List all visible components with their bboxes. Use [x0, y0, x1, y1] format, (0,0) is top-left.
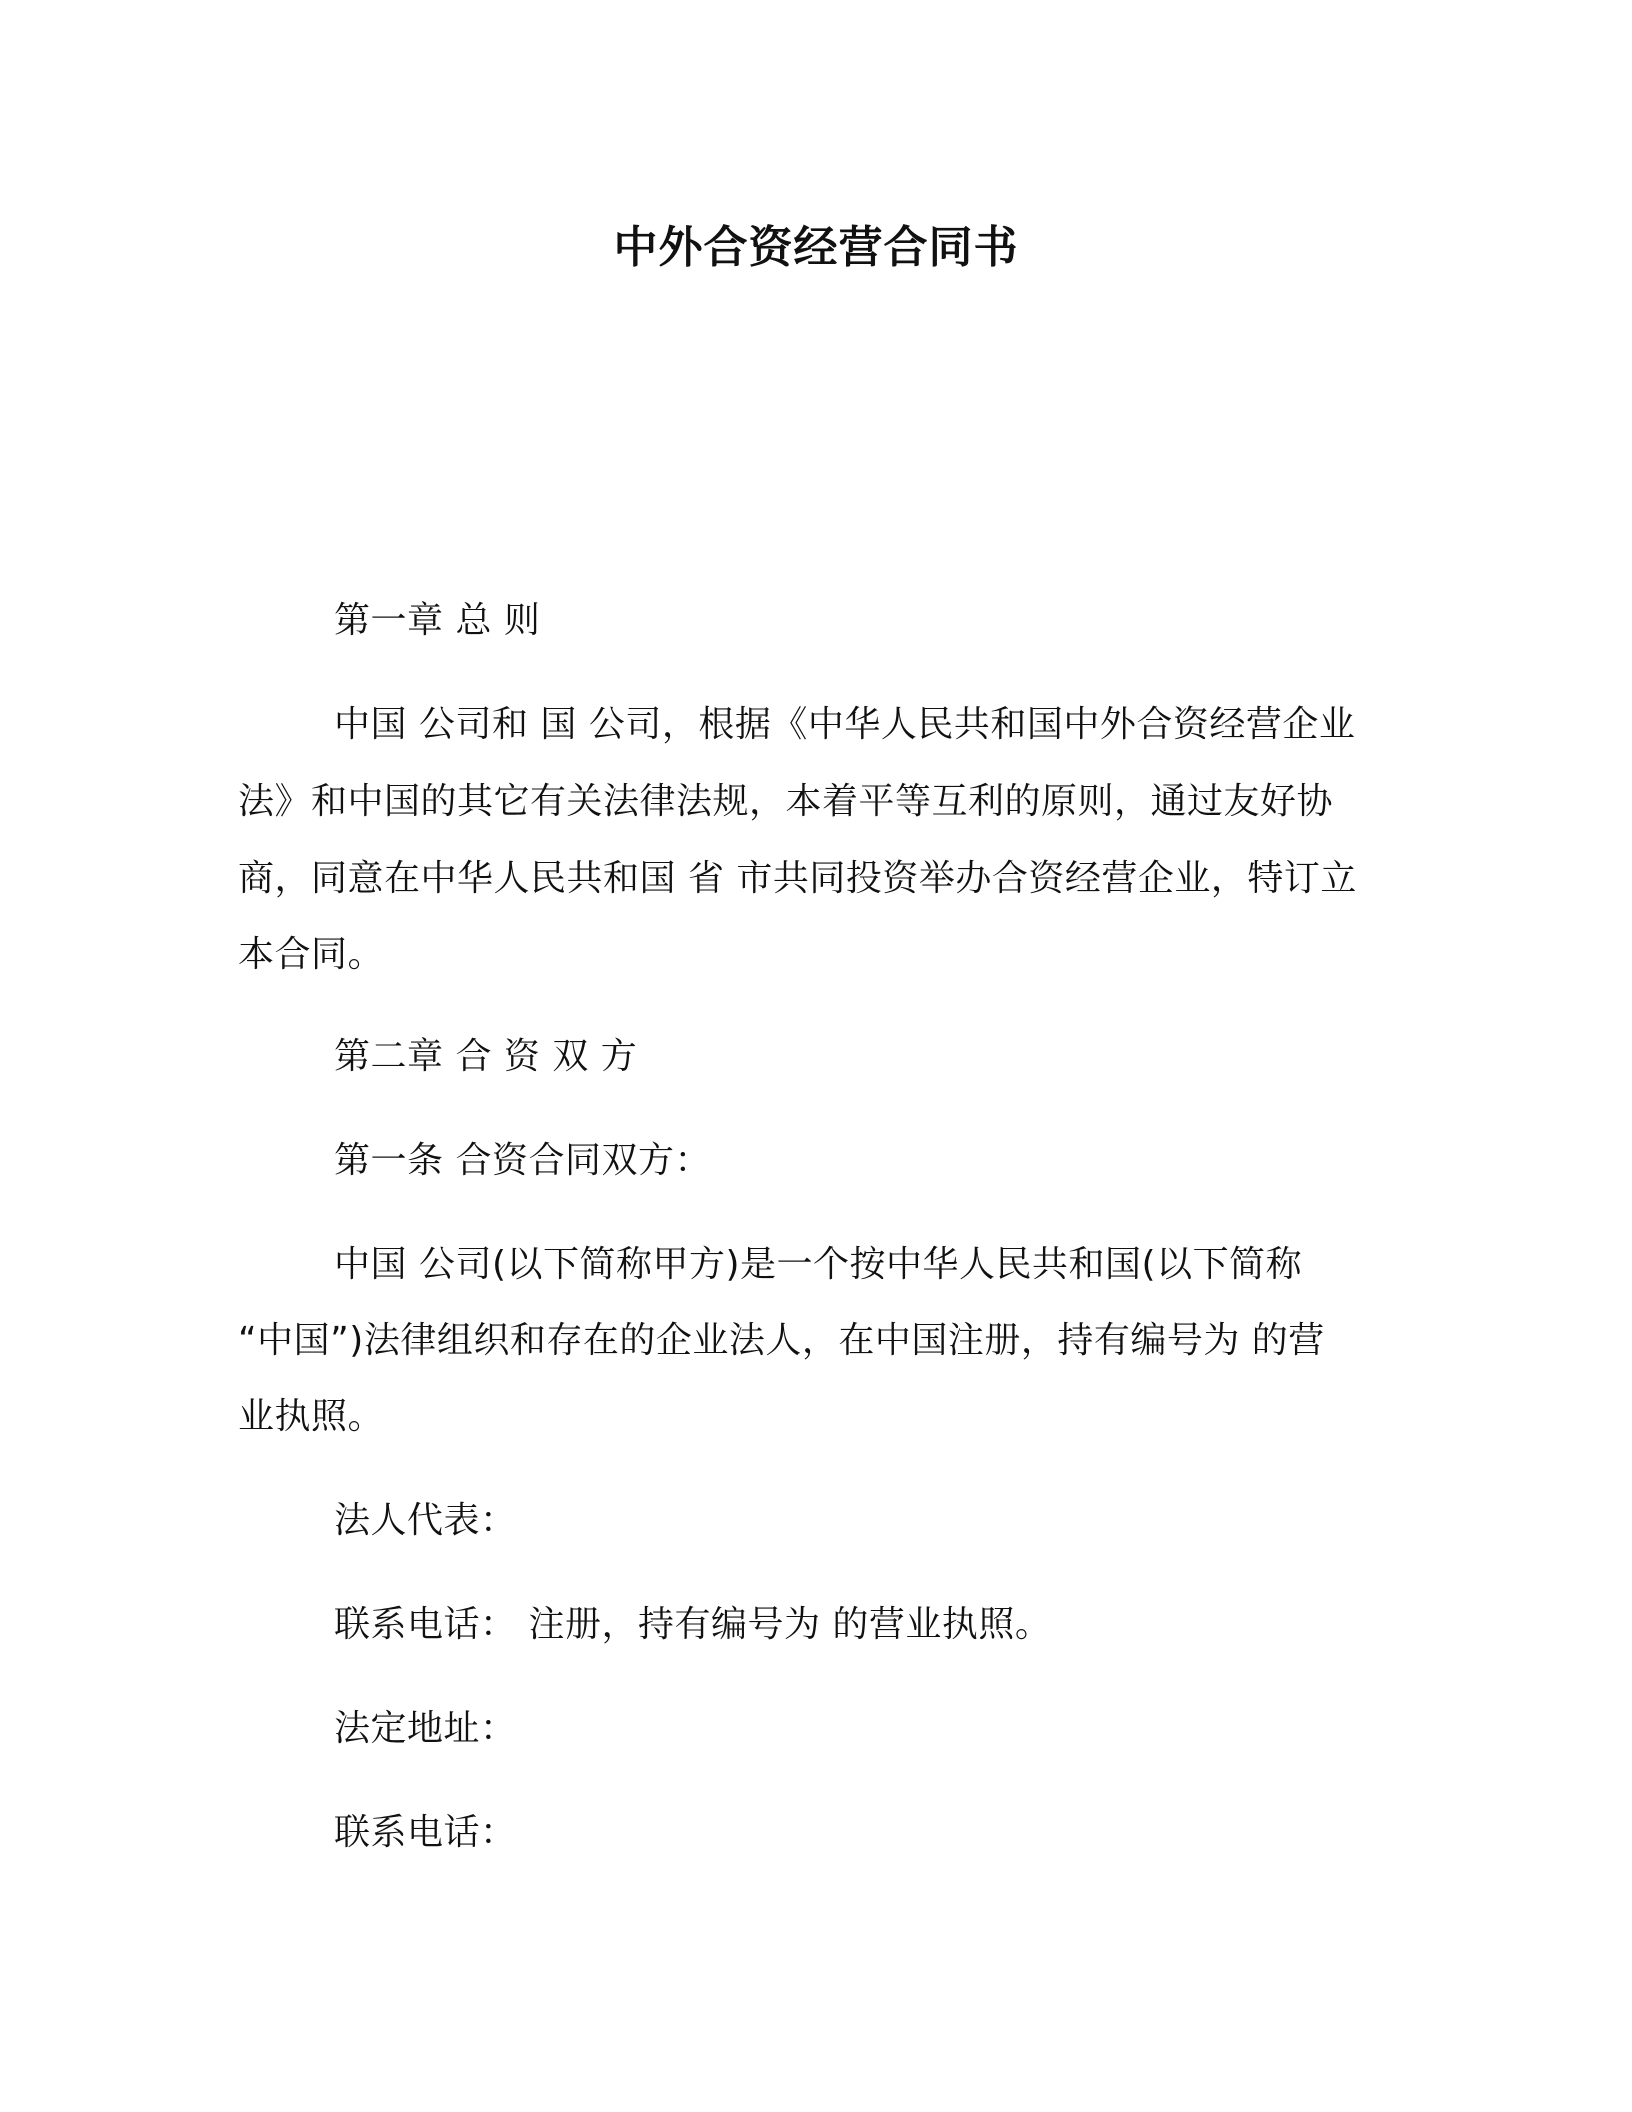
chapter2-heading: 第二章 合 资 双 方 — [334, 1036, 638, 1077]
chapter1-paragraph-line-2: 法》和中国的其它有关法律法规，本着平等互利的原则，通过友好协 — [238, 781, 1334, 822]
chapter1-paragraph-line-1: 中国 公司和 国 公司，根据《中华人民共和国中外合资经营企业 — [334, 704, 1356, 745]
chapter1-paragraph-line-4: 本合同。 — [238, 934, 385, 975]
contact-phone-line-2: 联系电话： — [334, 1812, 517, 1853]
chapter1-heading: 第一章 总 则 — [334, 600, 541, 641]
legal-representative-label: 法人代表： — [334, 1500, 517, 1541]
party-a-line-3: 业执照。 — [238, 1396, 385, 1437]
chapter1-paragraph-line-3: 商，同意在中华人民共和国 省 市共同投资举办合资经营企业，特订立 — [238, 858, 1357, 899]
article1-heading: 第一条 合资合同双方： — [334, 1140, 711, 1181]
document-title: 中外合资经营合同书 — [613, 222, 1019, 273]
party-a-line-1: 中国 公司(以下简称甲方)是一个按中华人民共和国(以下简称 — [334, 1244, 1303, 1285]
party-a-line-2: “中国”)法律组织和存在的企业法人，在中国注册，持有编号为 的营 — [238, 1320, 1325, 1361]
contact-phone-line-1: 联系电话： 注册，持有编号为 的营业执照。 — [334, 1604, 1052, 1645]
legal-address-label: 法定地址： — [334, 1708, 517, 1749]
